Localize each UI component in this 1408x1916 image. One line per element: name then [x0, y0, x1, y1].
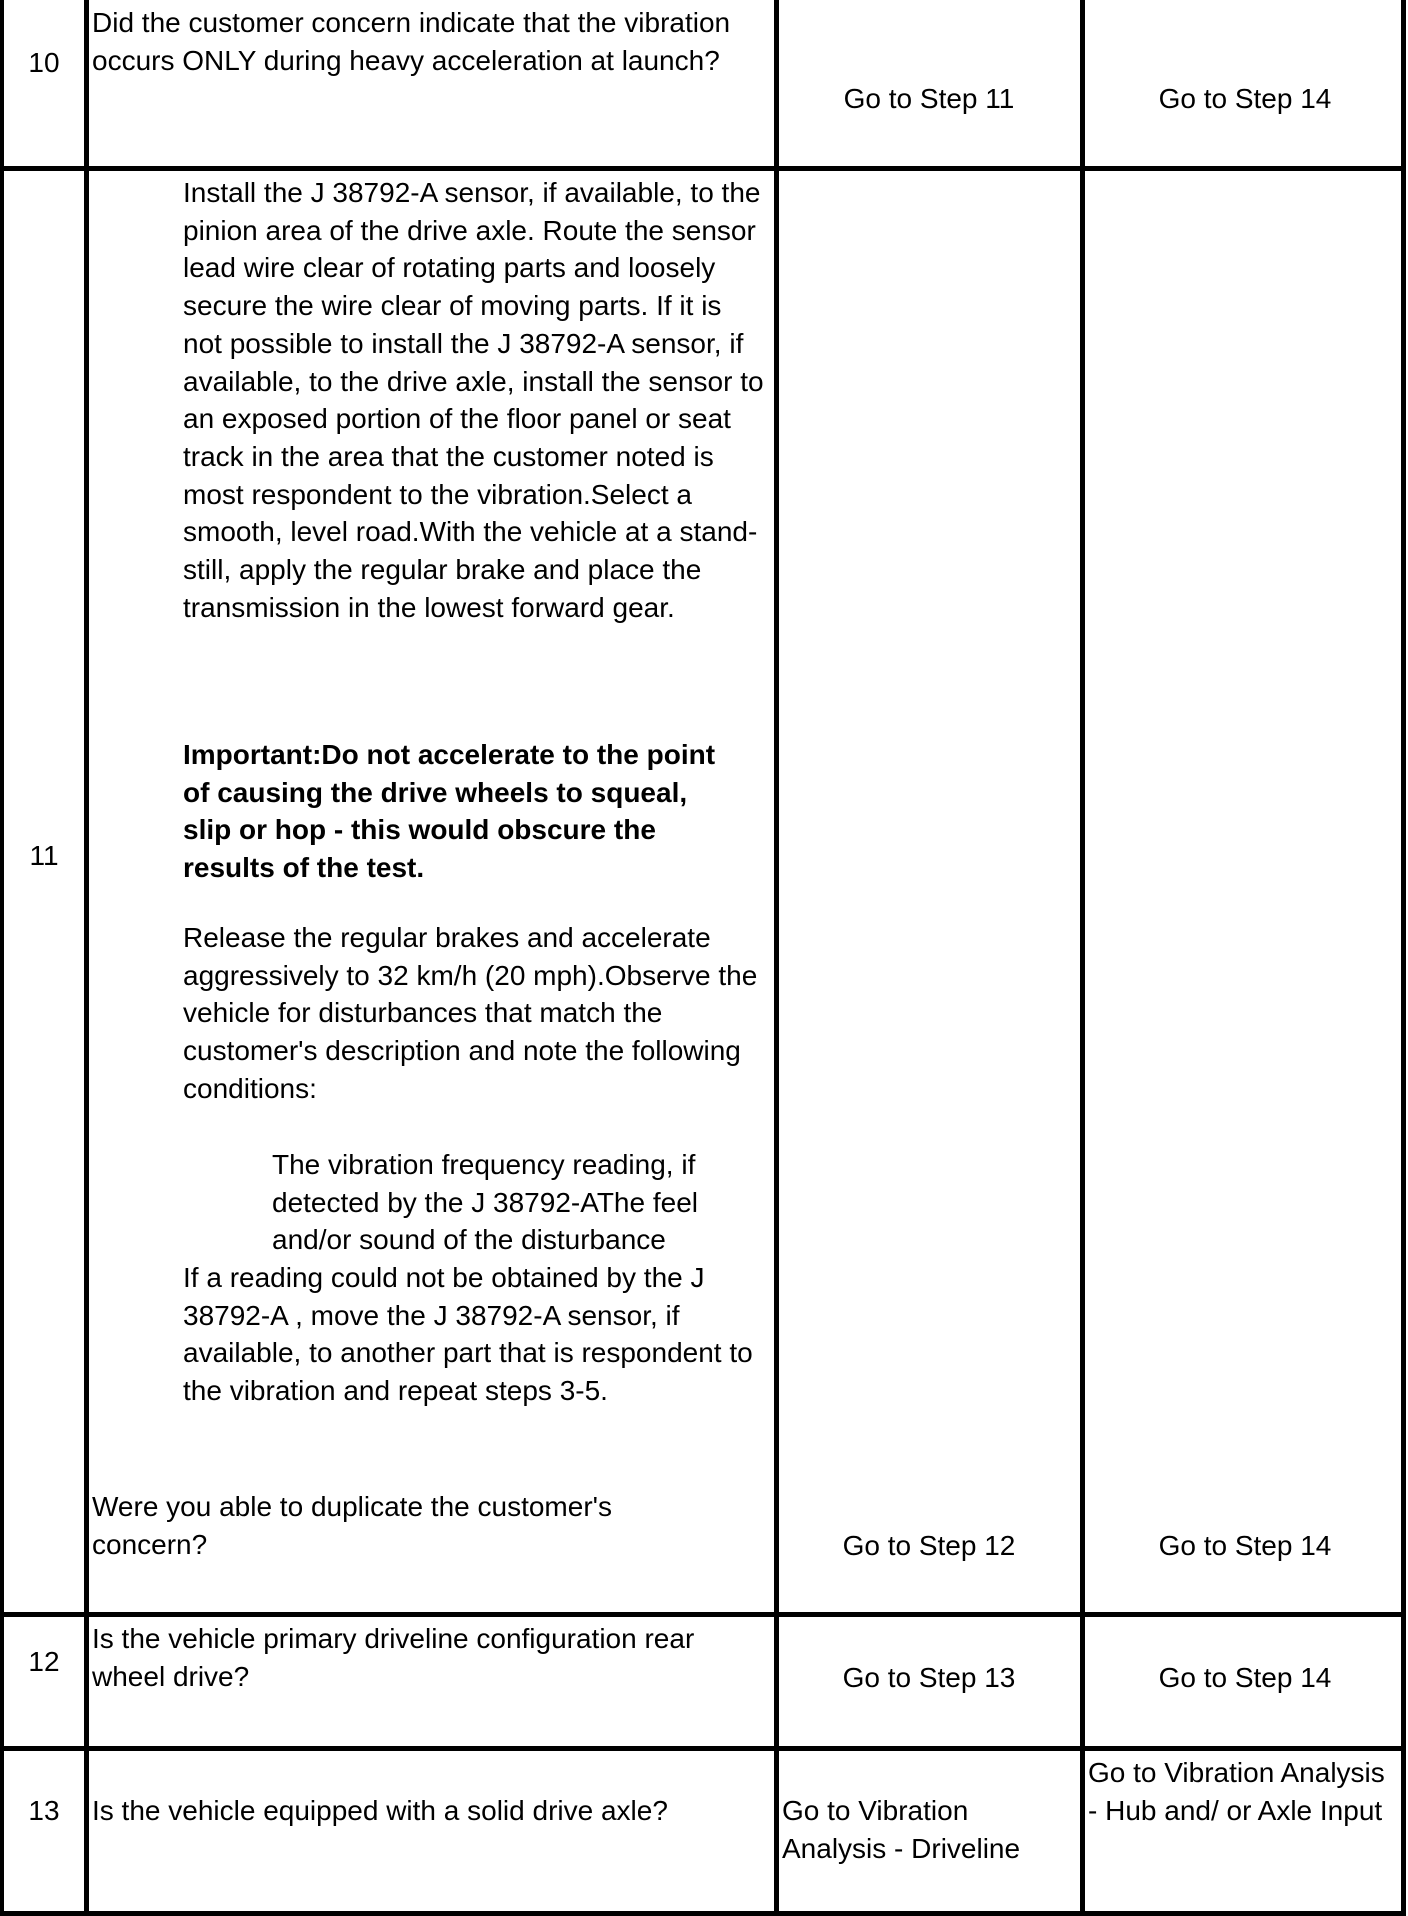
no-action: Go to Step 14: [1158, 1530, 1332, 1561]
column-divider-yes: [774, 0, 779, 1916]
yes-action: Go to Vibration Analysis - Driveline: [782, 1795, 1021, 1864]
yes-action: Go to Step 12: [842, 1530, 1016, 1561]
table-border-left: [0, 0, 4, 1916]
step-number: 12: [28, 1646, 60, 1677]
table-border-bottom: [0, 1911, 1406, 1916]
instruction-paragraph: Release the regular brakes and accelerate aggressively to 32 km/h (20 mph).Observe the vehicle for disturbances that match the customer's description and note the following conditions:: [183, 922, 758, 1104]
important-note: Important:Do not accelerate to the point of causing the drive wheels to squeal, slip or hop - this would obscure the results of the test.: [183, 739, 716, 884]
column-divider-step: [84, 0, 89, 1916]
instruction-paragraph: If a reading could not be obtained by the J 38792-A , move the J 38792-A sensor, if available, to another part that is respondent to the vibration and repeat steps 3-5.: [183, 1262, 753, 1407]
step-number: 10: [28, 47, 60, 78]
step-question: Is the vehicle equipped with a solid drive axle?: [92, 1795, 668, 1826]
yes-action: Go to Step 13: [842, 1662, 1016, 1693]
step-number: 13: [28, 1795, 60, 1826]
row-divider: [0, 166, 1406, 171]
step-question: Were you able to duplicate the customer's concern?: [92, 1491, 612, 1560]
condition-list: The vibration frequency reading, if detected by the J 38792-AThe feel and/or sound of the disturbance: [272, 1149, 698, 1256]
table-border-right: [1401, 0, 1406, 1916]
no-action: Go to Step 14: [1158, 1662, 1332, 1693]
row-divider: [0, 1612, 1406, 1617]
step-question: Is the vehicle primary driveline configuration rear wheel drive?: [92, 1623, 695, 1692]
step-number: 11: [29, 840, 59, 871]
row-divider: [0, 1746, 1406, 1751]
column-divider-no: [1080, 0, 1085, 1916]
instruction-paragraph: Install the J 38792-A sensor, if available, to the pinion area of the drive axle. Route the sensor lead wire clear of rotating parts and loosely secure the wire clear of moving parts. If it is not possible to install the J 38792-A sensor, if available, to the drive axle, install the sensor to an exposed portion of the floor panel or seat track in the area that the customer noted is most respondent to the vibration.Select a smooth, level road.With the vehicle at a stand-still, apply the regular brake and place the transmission in the lowest forward gear.: [183, 177, 764, 623]
no-action: Go to Step 14: [1158, 83, 1332, 114]
step-question: Did the customer concern indicate that the vibration occurs ONLY during heavy acceleration at launch?: [92, 7, 731, 76]
yes-action: Go to Step 11: [843, 83, 1015, 114]
no-action: Go to Vibration Analysis - Hub and/ or Axle Input: [1088, 1757, 1385, 1826]
